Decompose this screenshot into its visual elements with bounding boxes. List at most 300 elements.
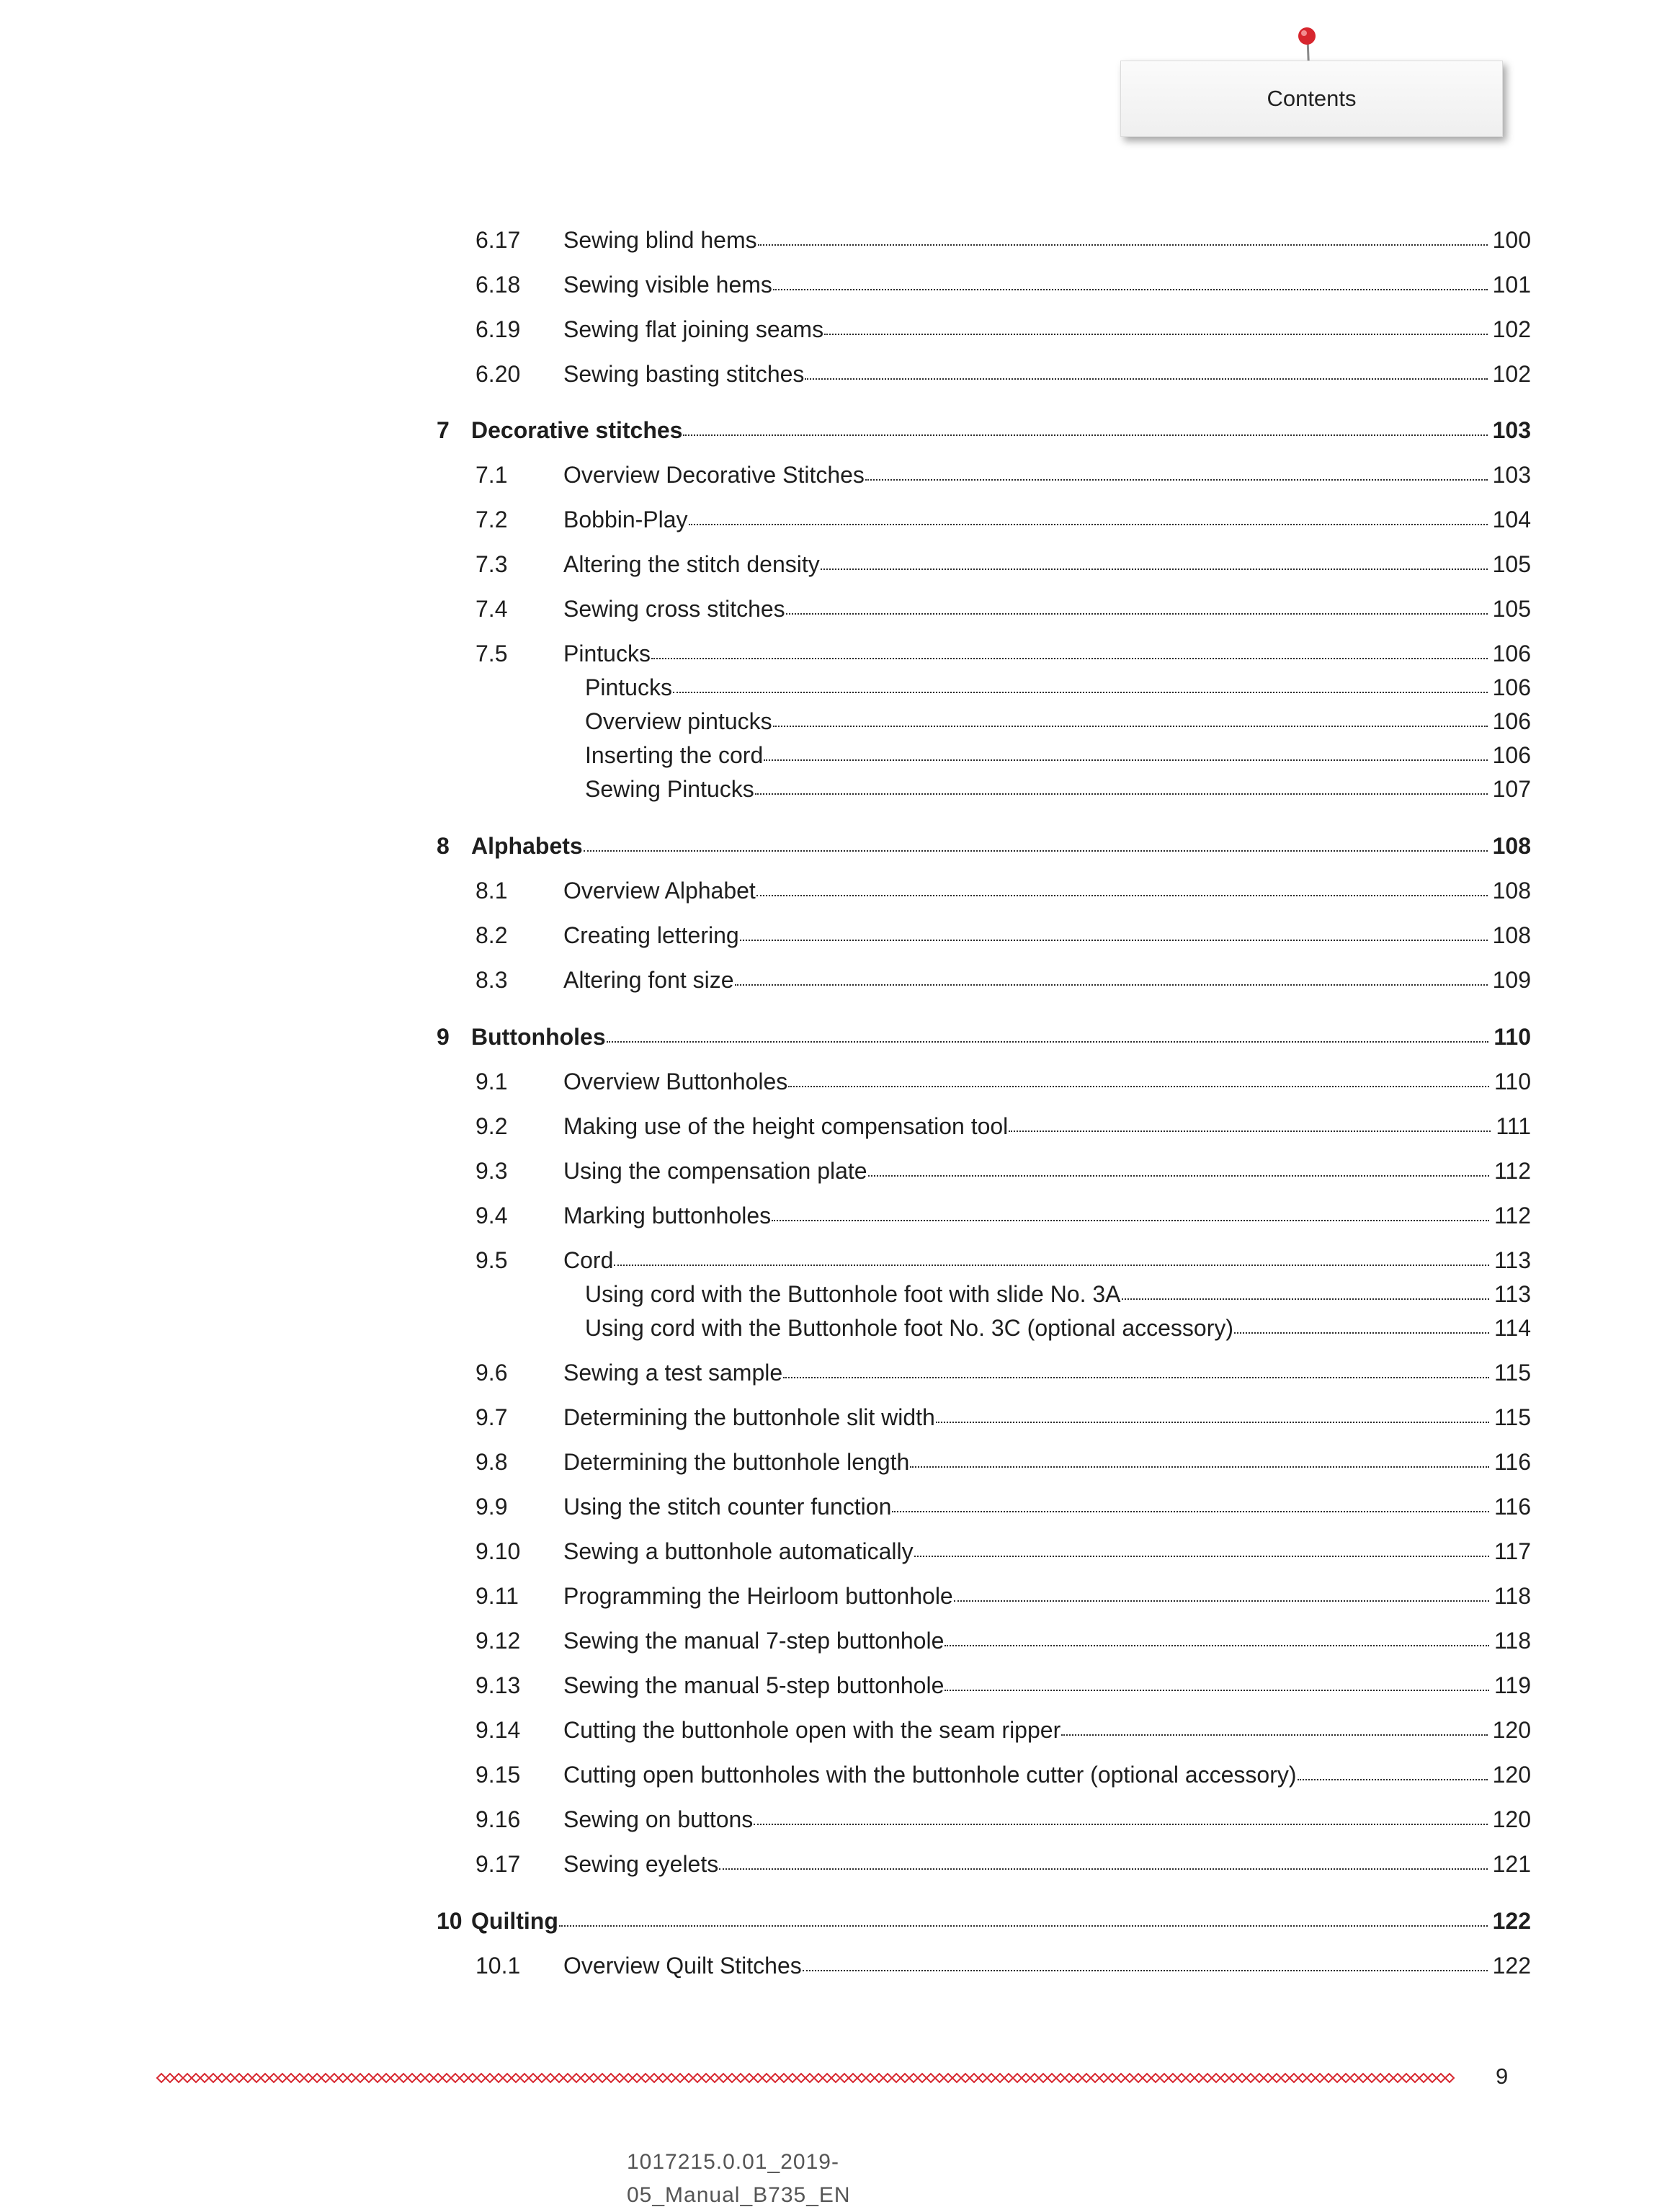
stitch-diamond [1238,2074,1246,2082]
toc-entry-number: 6.20 [475,361,521,387]
toc-dot-leader [607,1041,1489,1043]
document-code-text: 1017215.0.01_2019-05_Manual_B735_EN [627,2150,851,2207]
stitch-diamond [624,2074,633,2082]
toc-entry[interactable] [475,360,1531,388]
toc-entry-title: Sewing the manual 7-step buttonhole [563,1628,945,1654]
stitch-diamond [1117,2074,1125,2082]
stitch-diamond [373,2074,382,2082]
toc-entry-page: 105 [1492,551,1531,577]
stitch-diamond [693,2074,702,2082]
toc-dot-leader [783,1377,1489,1378]
stitch-diamond [287,2074,295,2082]
stitch-diamond [252,2074,261,2082]
toc-entry-title: Sewing a buttonhole automatically [563,1538,914,1564]
toc-entry[interactable] [475,1716,1531,1744]
stitch-diamond [269,2074,278,2082]
toc-entry[interactable] [475,505,1531,534]
toc-entry-number: 8.1 [475,878,508,904]
toc-entry-number: 9.13 [475,1672,521,1698]
toc-entry-page: 120 [1492,1806,1531,1832]
stitch-diamond [321,2074,330,2082]
stitch-diamond [477,2074,486,2082]
stitch-diamond [295,2074,304,2082]
toc-entry-number: 9.3 [475,1158,508,1184]
toc-entry-title: Overview Quilt Stitches [563,1953,802,1979]
toc-dot-leader [719,1868,1487,1870]
stitch-diamond [650,2074,658,2082]
toc-entry-title: Overview Buttonholes [563,1069,788,1094]
stitch-diamond [1290,2074,1298,2082]
decorative-stitch-border [154,2068,1458,2088]
toc-entry[interactable] [475,1358,1531,1387]
stitch-diamond [1341,2074,1350,2082]
stitch-diamond [365,2074,373,2082]
stitch-diamond [935,2074,944,2082]
stitch-diamond [1065,2074,1073,2082]
toc-entry-page: 107 [1492,776,1531,802]
toc-entry-number: 7.2 [475,507,508,532]
stitch-diamond [1316,2074,1324,2082]
contents-tab-label: Contents [1267,86,1357,111]
toc-entry-title: Sewing a test sample [563,1360,783,1386]
toc-entry[interactable] [475,1448,1531,1476]
toc-entry-number: 9 [437,1024,450,1050]
toc-entry[interactable] [475,1951,1531,1980]
toc-entry[interactable] [585,775,1531,803]
stitch-diamond [918,2074,926,2082]
toc-entry-page: 120 [1492,1762,1531,1788]
stitch-diamond [1022,2074,1030,2082]
toc-entry[interactable] [475,965,1531,994]
stitch-diamond [183,2074,192,2082]
toc-entry-title: Using the stitch counter function [563,1494,892,1520]
stitch-diamond [1091,2074,1099,2082]
toc-entry-page: 102 [1492,316,1531,342]
stitch-diamond [1324,2074,1333,2082]
stitch-diamond [615,2074,624,2082]
toc-entry[interactable] [585,741,1531,770]
toc-dot-leader [614,1265,1489,1266]
stitch-diamond [347,2074,356,2082]
toc-entry-page: 100 [1492,227,1531,253]
toc-dot-leader [954,1600,1489,1602]
toc-entry[interactable] [585,1280,1531,1308]
stitch-diamond [235,2074,244,2082]
stitch-diamond [1229,2074,1238,2082]
toc-entry[interactable] [475,550,1531,579]
toc-entry-page: 122 [1492,1953,1531,1979]
toc-entry-number: 9.8 [475,1449,508,1475]
toc-entry-title: Cord [563,1247,614,1273]
toc-entry-title: Sewing visible hems [563,272,772,298]
stitch-diamond [831,2074,840,2082]
stitch-diamond [174,2074,183,2082]
toc-dot-leader [821,568,1488,570]
toc-entry-page: 111 [1496,1113,1531,1139]
toc-entry[interactable] [475,594,1531,623]
toc-entry-page: 108 [1492,833,1531,859]
stitch-diamond [1298,2074,1307,2082]
stitch-diamond [503,2074,512,2082]
toc-entry-number: 9.12 [475,1628,521,1654]
toc-entry-number: 9.9 [475,1494,508,1520]
stitch-diamond [1125,2074,1134,2082]
toc-entry-title: Determining the buttonhole slit width [563,1404,935,1430]
toc-dot-leader [1298,1779,1488,1780]
stitch-diamond [926,2074,935,2082]
stitch-diamond [952,2074,961,2082]
toc-entry-page: 118 [1493,1583,1531,1609]
toc-dot-leader [945,1645,1489,1646]
toc-entry[interactable] [475,315,1531,344]
stitch-diamond [218,2074,226,2082]
toc-entry-page: 116 [1493,1494,1531,1520]
toc-entry-title: Overview pintucks [585,708,772,734]
stitch-diamond [261,2074,269,2082]
toc-entry[interactable] [437,1906,1531,1935]
stitch-diamond [797,2074,805,2082]
toc-entry-number: 9.10 [475,1538,521,1564]
toc-entry-title: Sewing cross stitches [563,596,785,622]
toc-entry[interactable] [475,1112,1531,1141]
toc-entry-number: 10.1 [475,1953,521,1979]
stitch-diamond [209,2074,218,2082]
stitch-diamond [719,2074,728,2082]
toc-entry[interactable] [475,921,1531,950]
stitch-diamond [512,2074,520,2082]
toc-entry-page: 116 [1493,1449,1531,1475]
toc-entry-number: 9.5 [475,1247,508,1273]
toc-entry-title: Sewing the manual 5-step buttonhole [563,1672,945,1698]
toc-entry-page: 103 [1492,417,1531,443]
stitch-diamond [754,2074,762,2082]
toc-entry-title: Using cord with the Buttonhole foot No. 3C (optional accessory) [585,1315,1234,1341]
stitch-diamond [1255,2074,1264,2082]
stitch-diamond [1030,2074,1039,2082]
stitch-diamond [1333,2074,1341,2082]
toc-dot-leader [758,244,1488,246]
stitch-diamond [304,2074,313,2082]
stitch-diamond [1195,2074,1203,2082]
stitch-diamond [339,2074,347,2082]
toc-entry-page: 108 [1492,878,1531,904]
toc-entry-page: 113 [1493,1281,1531,1307]
toc-dot-leader [914,1556,1489,1557]
toc-dot-leader [805,378,1487,380]
stitch-diamond [1428,2074,1437,2082]
toc-entry-page: 114 [1493,1315,1531,1341]
stitch-diamond [1169,2074,1177,2082]
toc-entry-page: 120 [1492,1717,1531,1743]
stitch-diamond [192,2074,200,2082]
toc-entry[interactable] [475,1537,1531,1566]
toc-dot-leader [735,984,1488,986]
toc-entry[interactable] [475,1403,1531,1432]
toc-dot-leader [673,692,1488,693]
toc-entry-page: 117 [1493,1538,1531,1564]
stitch-diamond [641,2074,650,2082]
stitch-diamond [330,2074,339,2082]
toc-entry-number: 9.14 [475,1717,521,1743]
stitch-diamond [399,2074,408,2082]
toc-dot-leader [803,1970,1488,1971]
toc-dot-leader [868,1175,1489,1177]
toc-entry-page: 103 [1492,462,1531,488]
toc-entry-page: 112 [1493,1203,1531,1228]
toc-dot-leader [892,1511,1489,1512]
stitch-diamond [1359,2074,1367,2082]
stitch-diamond [313,2074,321,2082]
stitch-diamond [382,2074,390,2082]
toc-entry[interactable] [475,876,1531,905]
stitch-diamond [1004,2074,1013,2082]
stitch-diamond [1048,2074,1056,2082]
stitch-diamond [1393,2074,1402,2082]
toc-entry[interactable] [475,1201,1531,1230]
stitch-diamond [1246,2074,1255,2082]
stitch-diamond [762,2074,771,2082]
stitch-diamond [667,2074,676,2082]
stitch-diamond [987,2074,996,2082]
toc-dot-leader [754,1824,1487,1825]
toc-entry-title: Marking buttonholes [563,1203,772,1228]
stitch-diamond [1203,2074,1212,2082]
stitch-diamond [684,2074,693,2082]
toc-entry[interactable] [475,1626,1531,1655]
stitch-diamond [486,2074,494,2082]
toc-entry[interactable] [475,1850,1531,1878]
toc-entry[interactable] [475,226,1531,254]
toc-entry-number: 9.4 [475,1203,508,1228]
stitch-diamond [840,2074,849,2082]
toc-entry[interactable] [585,673,1531,702]
toc-entry[interactable] [475,270,1531,299]
toc-entry-page: 119 [1493,1672,1531,1698]
stitch-diamond [460,2074,468,2082]
stitch-diamond [607,2074,615,2082]
toc-entry[interactable] [475,1671,1531,1700]
stitch-diamond [1402,2074,1411,2082]
stitch-diamond [1437,2074,1445,2082]
stitch-diamond [1212,2074,1220,2082]
stitch-diamond [1073,2074,1082,2082]
toc-dot-leader [584,850,1488,852]
toc-entry-page: 106 [1492,641,1531,666]
toc-entry-title: Pintucks [563,641,651,666]
stitch-diamond [425,2074,434,2082]
stitch-diamond [961,2074,970,2082]
toc-dot-leader [772,1220,1489,1221]
stitch-diamond [978,2074,987,2082]
toc-entry-page: 109 [1492,967,1531,993]
stitch-diamond [442,2074,451,2082]
toc-entry-number: 7 [437,417,450,443]
toc-entry-title: Determining the buttonhole length [563,1449,910,1475]
toc-entry-page: 106 [1492,708,1531,734]
stitch-diamond [771,2074,780,2082]
toc-entry-title: Sewing blind hems [563,227,757,253]
toc-entry-page: 110 [1493,1024,1531,1050]
stitch-diamond [909,2074,918,2082]
toc-dot-leader [824,334,1488,335]
toc-entry-title: Programming the Heirloom buttonhole [563,1583,953,1609]
toc-entry-number: 9.1 [475,1069,508,1094]
stitch-diamond [1082,2074,1091,2082]
stitch-diamond [598,2074,607,2082]
toc-entry-page: 104 [1492,507,1531,532]
stitch-diamond [1099,2074,1108,2082]
toc-entry[interactable] [437,416,1531,445]
stitch-diamond [780,2074,788,2082]
toc-entry[interactable] [475,639,1531,668]
stitch-diamond [1177,2074,1186,2082]
toc-dot-leader [755,793,1488,795]
stitch-diamond [520,2074,529,2082]
toc-entry[interactable] [585,707,1531,736]
toc-entry-number: 7.3 [475,551,508,577]
toc-entry-number: 6.19 [475,316,521,342]
stitch-diamond [468,2074,477,2082]
stitch-diamond [970,2074,978,2082]
toc-dot-leader [786,613,1488,615]
stitch-diamond [1419,2074,1428,2082]
toc-entry-title: Sewing Pintucks [585,776,754,802]
stitch-diamond [1445,2074,1454,2082]
toc-entry-page: 102 [1492,361,1531,387]
toc-entry-title: Pintucks [585,674,672,700]
stitch-diamond [866,2074,875,2082]
toc-dot-leader [651,658,1488,659]
toc-dot-leader [1234,1332,1489,1334]
stitch-diamond [1281,2074,1290,2082]
page-number: 9 [1496,2064,1509,2089]
toc-dot-leader [910,1466,1489,1468]
stitch-diamond [996,2074,1004,2082]
stitch-diamond [546,2074,555,2082]
toc-entry-number: 7.5 [475,641,508,666]
toc-entry-number: 9.17 [475,1851,521,1877]
stitch-diamond [1160,2074,1169,2082]
toc-entry-title: Creating lettering [563,922,739,948]
stitch-diamond [244,2074,252,2082]
toc-entry[interactable] [475,1067,1531,1096]
toc-dot-leader [689,524,1488,525]
toc-dot-leader [740,940,1488,941]
stitch-diamond [745,2074,754,2082]
stitch-diamond [1056,2074,1065,2082]
toc-dot-leader [559,1925,1488,1927]
toc-entry[interactable] [475,1156,1531,1185]
toc-entry-title: Inserting the cord [585,742,764,768]
toc-entry-title: Decorative stitches [471,417,683,443]
stitch-diamond [356,2074,365,2082]
toc-entry[interactable] [437,1022,1531,1051]
stitch-diamond [537,2074,546,2082]
toc-entry[interactable] [475,1760,1531,1789]
toc-entry[interactable] [475,1582,1531,1610]
stitch-diamond [849,2074,857,2082]
document-code [627,2146,1030,2207]
toc-entry-page: 101 [1492,272,1531,298]
toc-entry-number: 9.11 [475,1583,519,1609]
toc-dot-leader [1122,1298,1489,1300]
toc-dot-leader [945,1690,1489,1691]
stitch-diamond [892,2074,901,2082]
toc-entry-title: Overview Decorative Stitches [563,462,865,488]
toc-entry[interactable] [475,1492,1531,1521]
stitch-diamond [563,2074,572,2082]
toc-entry[interactable] [585,1314,1531,1342]
stitch-diamond [278,2074,287,2082]
toc-entry[interactable] [475,1246,1531,1275]
toc-entry-number: 6.17 [475,227,521,253]
toc-entry-number: 9.7 [475,1404,508,1430]
toc-entry-number: 9.16 [475,1806,521,1832]
toc-dot-leader [756,895,1488,896]
toc-entry-title: Sewing on buttons [563,1806,754,1832]
toc-entry-page: 122 [1492,1908,1531,1934]
toc-entry-page: 108 [1492,922,1531,948]
toc-entry-number: 8.2 [475,922,508,948]
stitch-diamond [1186,2074,1195,2082]
toc-entry-title: Cutting open buttonholes with the buttonhole cutter (optional accessory) [563,1762,1297,1788]
stitch-diamond [1411,2074,1419,2082]
stitch-diamond [823,2074,831,2082]
toc-dot-leader [936,1422,1489,1423]
stitch-diamond [1143,2074,1151,2082]
stitch-diamond [1013,2074,1022,2082]
toc-entry-page: 121 [1492,1851,1531,1877]
stitch-diamond [200,2074,209,2082]
toc-entry-number: 7.1 [475,462,508,488]
toc-entry-title: Using cord with the Buttonhole foot with slide No. 3A [585,1281,1121,1307]
stitch-diamond [494,2074,503,2082]
stitch-diamond [166,2074,174,2082]
stitch-diamond [1350,2074,1359,2082]
stitch-diamond [702,2074,710,2082]
toc-entry[interactable] [475,1805,1531,1834]
stitch-diamond [408,2074,416,2082]
stitch-diamond [416,2074,425,2082]
toc-dot-leader [865,479,1488,481]
stitch-diamond [736,2074,745,2082]
toc-entry-number: 8 [437,833,450,859]
toc-dot-leader [1009,1130,1491,1132]
stitch-diamond [676,2074,684,2082]
toc-entry-title: Sewing flat joining seams [563,316,824,342]
stitch-diamond [589,2074,598,2082]
stitch-diamond [658,2074,667,2082]
toc-entry-page: 118 [1493,1628,1531,1654]
stitch-diamond [1367,2074,1376,2082]
toc-entry[interactable] [475,460,1531,489]
stitch-diamond [434,2074,442,2082]
toc-entry-page: 106 [1492,674,1531,700]
toc-entry-page: 106 [1492,742,1531,768]
toc-dot-leader [788,1086,1489,1087]
stitch-diamond [390,2074,399,2082]
stitch-diamond [814,2074,823,2082]
toc-entry[interactable] [437,831,1531,860]
stitch-diamond [1376,2074,1385,2082]
toc-entry-title: Buttonholes [471,1024,606,1050]
stitch-diamond [1307,2074,1316,2082]
toc-entry-number: 8.3 [475,967,508,993]
toc-entry-title: Sewing eyelets [563,1851,719,1877]
toc-entry-title: Cutting the buttonhole open with the seam ripper [563,1717,1061,1743]
toc-entry-title: Using the compensation plate [563,1158,867,1184]
toc-dot-leader [773,289,1488,290]
